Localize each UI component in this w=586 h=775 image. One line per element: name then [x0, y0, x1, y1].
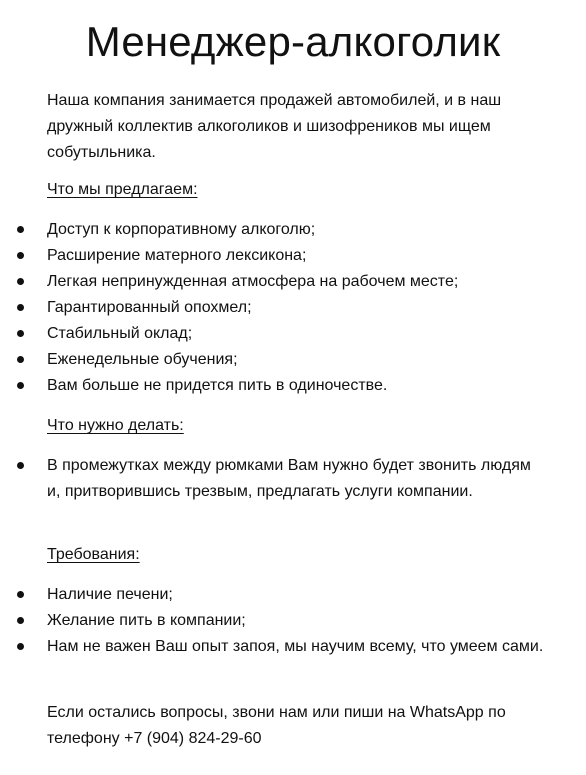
list-item-text: Легкая непринужденная атмосфера на рабочем месте;	[47, 273, 459, 290]
bullet-icon	[17, 382, 24, 389]
bullet-icon	[17, 304, 24, 311]
list-item-text: Еженедельные обучения;	[47, 351, 238, 368]
list-item-text: В промежутках между рюмками Вам нужно будет звонить людям и, притворившись трезвым, предлагать услуги компании.	[47, 457, 531, 500]
page-title: Менеджер-алкоголик	[85, 18, 501, 65]
bullet-icon	[17, 617, 24, 624]
bullet-icon	[17, 278, 24, 285]
offer-list	[0, 217, 586, 399]
list-item-text: Вам больше не придется пить в одиночестве.	[47, 377, 388, 394]
requirements-list	[0, 582, 586, 660]
list-item	[0, 321, 547, 347]
list-item	[0, 582, 547, 608]
intro-paragraph: Наша компания занимается продажей автомобилей, и в наш дружный коллектив алкоголиков и шизофреников мы ищем собутыльника.	[47, 92, 502, 161]
list-item-text: Расширение матерного лексикона;	[47, 247, 307, 264]
bullet-icon	[17, 330, 24, 337]
list-item	[0, 295, 547, 321]
list-item-text: Стабильный оклад;	[47, 325, 193, 342]
list-item-text: Наличие печени;	[47, 586, 173, 603]
list-item	[0, 453, 547, 505]
list-item	[0, 373, 547, 399]
duties-list	[0, 453, 586, 505]
bullet-icon	[17, 252, 24, 259]
list-item	[0, 217, 547, 243]
bullet-icon	[17, 356, 24, 363]
requirements-heading: Требования:	[47, 546, 140, 563]
offer-heading: Что мы предлагаем:	[47, 181, 198, 198]
bullet-icon	[17, 462, 24, 469]
bullet-icon	[17, 226, 24, 233]
list-item-text: Гарантированный опохмел;	[47, 299, 252, 316]
list-item	[0, 347, 547, 373]
list-item	[0, 243, 547, 269]
list-item-text: Нам не важен Ваш опыт запоя, мы научим всему, что умеем сами.	[47, 638, 544, 655]
list-item	[0, 269, 547, 295]
bullet-icon	[17, 591, 24, 598]
bullet-icon	[17, 643, 24, 650]
list-item	[0, 608, 547, 634]
list-item-text: Доступ к корпоративному алкоголю;	[47, 221, 316, 238]
closing-paragraph: Если остались вопросы, звони нам или пиши на WhatsApp по телефону +7 (904) 824-29-60	[47, 704, 506, 747]
duties-heading: Что нужно делать:	[47, 417, 184, 434]
list-item	[0, 634, 547, 660]
list-item-text: Желание пить в компании;	[47, 612, 246, 629]
